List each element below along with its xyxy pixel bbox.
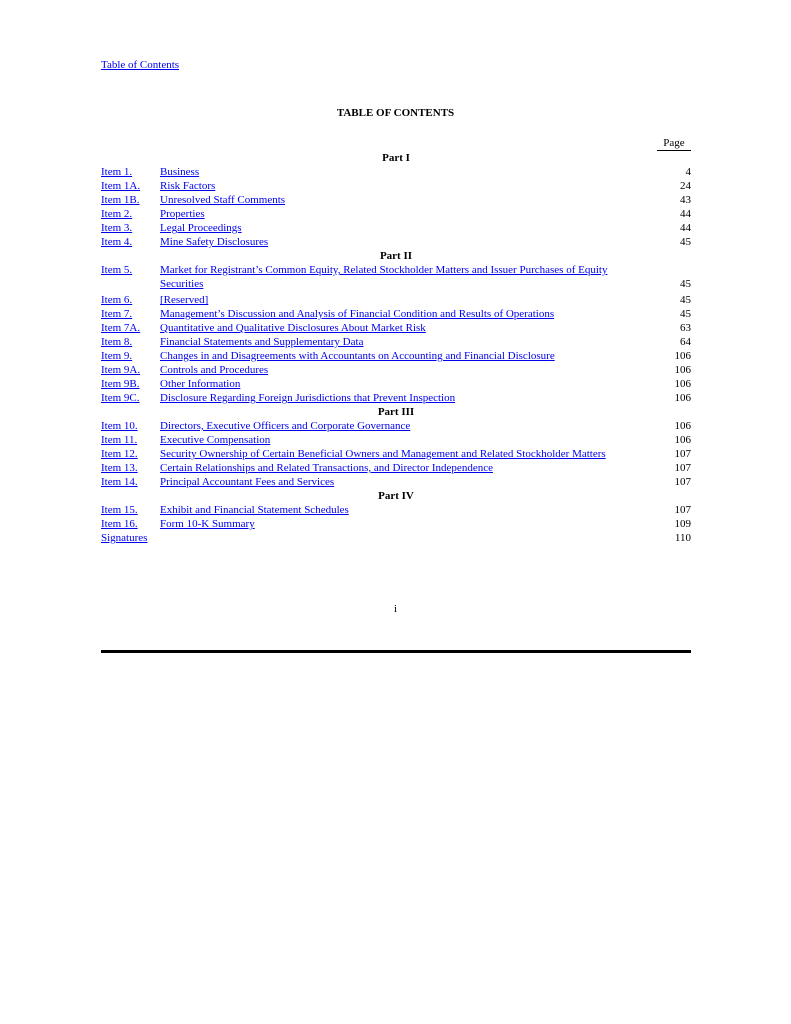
toc-item-title[interactable]: Risk Factors [160, 180, 216, 192]
toc-page-number: 110 [674, 532, 691, 544]
toc-page-number: 107 [674, 448, 691, 460]
toc-page-number: 45 [680, 294, 691, 306]
toc-item-title[interactable]: Properties [160, 208, 205, 220]
toc-page-number: 106 [674, 420, 691, 432]
toc-page-number: 107 [674, 476, 691, 488]
toc-page-number: 4 [685, 166, 691, 178]
toc-item-number[interactable]: Item 9C. [101, 392, 140, 404]
toc-row [101, 307, 691, 321]
toc-page-number: 106 [674, 350, 691, 362]
toc-row [101, 193, 691, 207]
toc-item-title[interactable]: Unresolved Staff Comments [160, 194, 286, 206]
toc-item-title[interactable]: Directors, Executive Officers and Corporate Governance [160, 420, 411, 432]
toc-page-number: 44 [680, 208, 691, 220]
part-heading: Part III [377, 406, 415, 418]
toc-item-title[interactable]: Mine Safety Disclosures [160, 236, 269, 248]
toc-item-number[interactable]: Item 7A. [101, 322, 141, 334]
toc-item-title[interactable]: Security Ownership of Certain Beneficial Owners and Management and Related Stockholder Matters [160, 448, 606, 460]
toc-row [101, 461, 691, 475]
toc-row [101, 221, 691, 235]
toc-row [101, 419, 691, 433]
toc-item-number[interactable]: Item 11. [101, 434, 138, 446]
part-heading: Part II [379, 250, 413, 262]
toc-item-title[interactable]: Business [160, 166, 200, 178]
toc-item-title[interactable]: Controls and Procedures [160, 364, 269, 376]
toc-item-number[interactable]: Item 6. [101, 294, 133, 306]
toc-row [101, 517, 691, 531]
toc-page-number: 45 [680, 278, 691, 290]
toc-item-number[interactable]: Item 9A. [101, 364, 141, 376]
toc-item-title[interactable]: Executive Compensation [160, 434, 271, 446]
toc-item-number[interactable]: Item 4. [101, 236, 133, 248]
toc-row [101, 475, 691, 489]
toc-row [101, 335, 691, 349]
toc-row [101, 363, 691, 377]
toc-item-number[interactable]: Item 1B. [101, 194, 140, 206]
toc-item-title[interactable]: Financial Statements and Supplementary Data [160, 336, 364, 348]
toc-page-number: 106 [674, 364, 691, 376]
signatures-link[interactable]: Signatures [101, 532, 148, 544]
toc-page-number: 106 [674, 392, 691, 404]
toc-item-number[interactable]: Item 10. [101, 420, 138, 432]
toc-item-title[interactable]: Exhibit and Financial Statement Schedules [160, 504, 349, 516]
toc-row [101, 179, 691, 193]
toc-page-number: 63 [680, 322, 691, 334]
toc-row [101, 263, 691, 291]
toc-page-number: 106 [674, 378, 691, 390]
toc-page-number: 43 [680, 194, 691, 206]
toc-page-number: 44 [680, 222, 691, 234]
toc-page-number: 45 [680, 236, 691, 248]
toc-item-title[interactable]: Principal Accountant Fees and Services [160, 476, 335, 488]
toc-item-number[interactable]: Item 14. [101, 476, 138, 488]
toc-row [101, 349, 691, 363]
toc-row [101, 235, 691, 249]
toc-item-number[interactable]: Item 1A. [101, 180, 141, 192]
toc-item-number[interactable]: Item 5. [101, 264, 133, 276]
toc-page-number: 24 [680, 180, 691, 192]
toc-page-number: 64 [680, 336, 691, 348]
toc-item-number[interactable]: Item 2. [101, 208, 133, 220]
toc-row [101, 503, 691, 517]
toc-page-number: 106 [674, 434, 691, 446]
footer-page-number: i [393, 603, 398, 615]
part-heading: Part I [382, 152, 410, 164]
toc-item-number[interactable]: Item 8. [101, 336, 133, 348]
toc-item-number[interactable]: Item 9B. [101, 378, 140, 390]
toc-item-number[interactable]: Item 13. [101, 462, 138, 474]
toc-row [101, 447, 691, 461]
toc-item-title[interactable]: Certain Relationships and Related Transactions, and Director Independence [160, 462, 493, 474]
toc-item-title[interactable]: [Reserved] [160, 294, 209, 306]
toc-item-number[interactable]: Item 1. [101, 166, 133, 178]
toc-page-number: 107 [674, 504, 691, 516]
part-heading: Part IV [378, 490, 414, 502]
toc-item-title[interactable]: Other Information [160, 378, 241, 390]
toc-row [101, 207, 691, 221]
toc-page-number: 107 [674, 462, 691, 474]
toc-item-title[interactable]: Market for Registrant’s Common Equity, Related Stockholder Matters and Issuer Purchases of Equity Securities [160, 264, 608, 290]
toc-page-number: 45 [680, 308, 691, 320]
toc-row [101, 165, 691, 179]
toc-list [101, 151, 691, 545]
toc-row [101, 293, 691, 307]
table-of-contents-link[interactable]: Table of Contents [101, 59, 180, 71]
toc-item-title[interactable]: Disclosure Regarding Foreign Jurisdictions that Prevent Inspection [160, 392, 456, 404]
toc-item-title[interactable]: Legal Proceedings [160, 222, 242, 234]
toc-item-number[interactable]: Item 16. [101, 518, 138, 530]
toc-item-number[interactable]: Item 7. [101, 308, 133, 320]
toc-row [101, 391, 691, 405]
page-column-header: Page [657, 136, 691, 151]
toc-item-title[interactable]: Quantitative and Qualitative Disclosures About Market Risk [160, 322, 426, 334]
toc-item-title[interactable]: Form 10-K Summary [160, 518, 255, 530]
toc-item-title[interactable]: Changes in and Disagreements with Accountants on Accounting and Financial Disclosure [160, 350, 555, 362]
toc-row [101, 321, 691, 335]
page-divider [101, 650, 691, 653]
toc-item-title[interactable]: Management’s Discussion and Analysis of Financial Condition and Results of Operations [160, 308, 555, 320]
toc-item-number[interactable]: Item 15. [101, 504, 138, 516]
toc-row [101, 531, 691, 545]
toc-item-number[interactable]: Item 12. [101, 448, 138, 460]
toc-page-number: 109 [674, 518, 691, 530]
toc-item-number[interactable]: Item 9. [101, 350, 133, 362]
toc-row [101, 433, 691, 447]
toc-row [101, 377, 691, 391]
toc-item-number[interactable]: Item 3. [101, 222, 133, 234]
page-title: TABLE OF CONTENTS [336, 107, 455, 119]
